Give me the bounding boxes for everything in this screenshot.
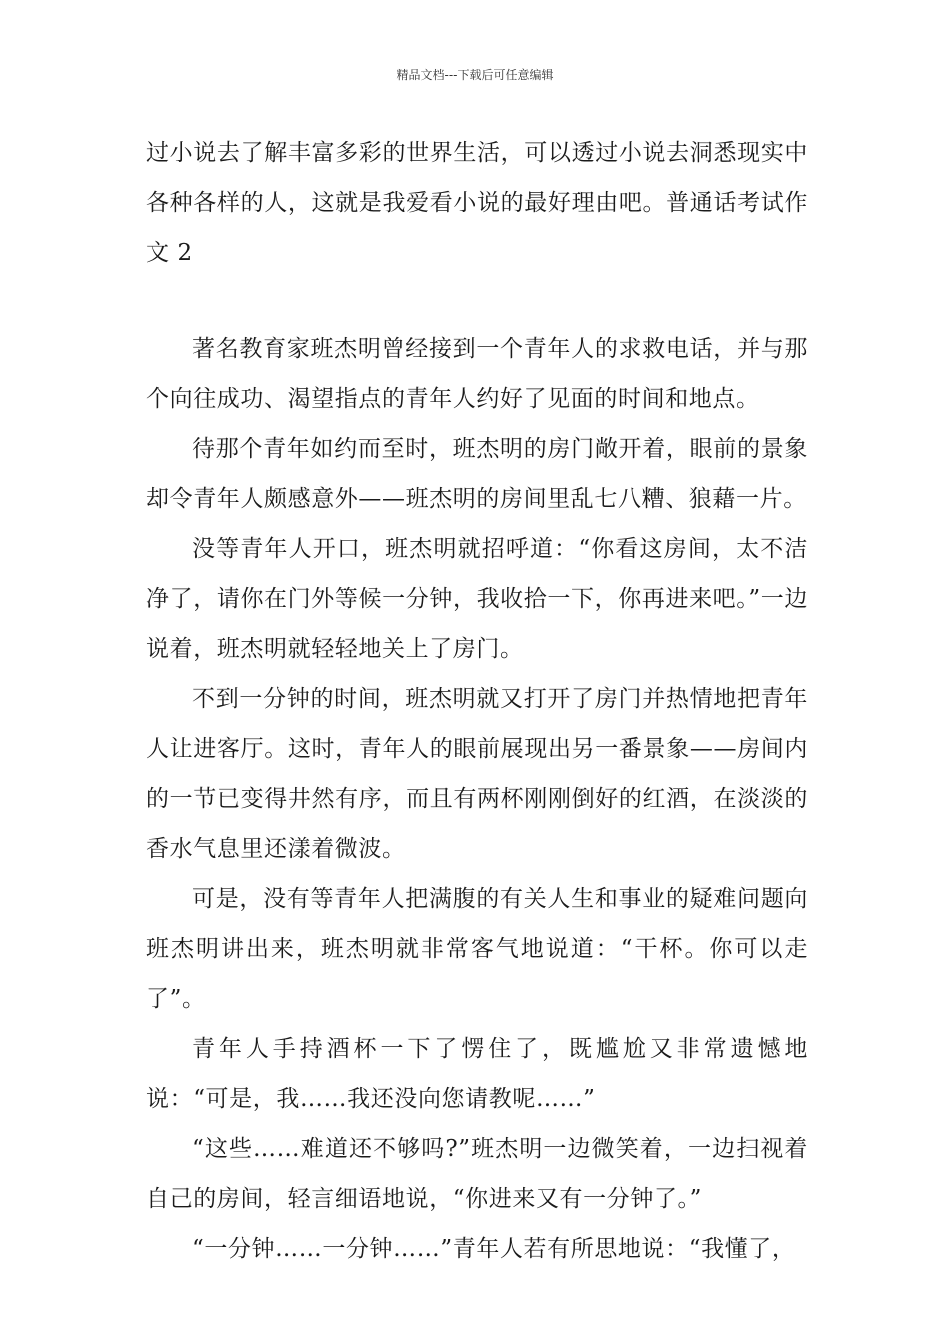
intro-paragraph: 过小说去了解丰富多彩的世界生活，可以透过小说去洞悉现实中各种各样的人，这就是我爱看小说的最好理由吧。普通话考试作文 2 [146, 140, 808, 266]
essay-paragraph: 不到一分钟的时间，班杰明就又打开了房门并热情地把青年人让进客厅。这时，青年人的眼前展现出另一番景象——房间内的一节已变得井然有序，而且有两杯刚刚倒好的红酒，在淡淡的香水气息里还漾着微波。 [146, 686, 808, 862]
essay-paragraph: “一分钟……一分钟……”青年人若有所思地说：“我懂了， [192, 1236, 796, 1262]
essay-paragraph: 著名教育家班杰明曾经接到一个青年人的求救电话，并与那个向往成功、渴望指点的青年人约好了见面的时间和地点。 [146, 336, 808, 412]
essay-paragraph: 待那个青年如约而至时，班杰明的房门敞开着，眼前的景象却令青年人颇感意外——班杰明的房间里乱七八糟、狼藉一片。 [146, 436, 808, 512]
essay-section [146, 324, 808, 1274]
essay-paragraph: 可是，没有等青年人把满腹的有关人生和事业的疑难问题向班杰明讲出来，班杰明就非常客气地说道：“干杯。你可以走了”。 [146, 886, 808, 1012]
page-header: 精品文档---下载后可任意编辑 [396, 68, 554, 82]
intro-section [146, 128, 808, 278]
essay-paragraph: 没等青年人开口，班杰明就招呼道：“你看这房间，太不洁净了，请你在门外等候一分钟，我收拾一下，你再进来吧。”一边说着，班杰明就轻轻地关上了房门。 [146, 536, 808, 662]
essay-paragraph: 青年人手持酒杯一下了愣住了，既尴尬又非常遗憾地说：“可是，我……我还没向您请教呢……” [146, 1036, 808, 1112]
essay-paragraph: “这些……难道还不够吗?”班杰明一边微笑着，一边扫视着自己的房间，轻言细语地说，“你进来又有一分钟了。” [146, 1136, 808, 1212]
